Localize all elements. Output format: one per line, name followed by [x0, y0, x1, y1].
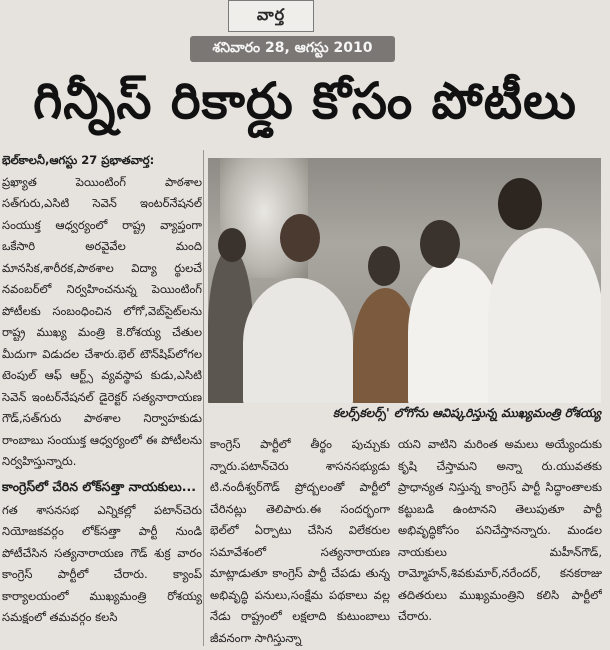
article-middle-column: [210, 434, 390, 646]
masthead-name: వార్త: [256, 4, 286, 24]
lead-dateline-text: భెల్‌కాలనీ,ఆగస్టు 27 ప్రభాతవార్త:: [2, 153, 155, 167]
column-divider: [203, 150, 204, 646]
paragraph-congress: గత శాసనసభ ఎన్నికల్లో పటాన్‌చెరు నియోజకవర్గం లోక్‌సత్తా పార్టీ నుండి పోటీచేసిన సత్యనారాయణ గౌడ్ శుక్ర వారం కాంగ్రెస్ పార్టీలో చేరారు. క్యాంప్ కార్యాలయంలో ముఖ్యమంత్రి రోశయ్య సమక్షంలో తమవర్గం కలసి: [2, 502, 202, 624]
person-head: [218, 228, 246, 262]
masthead-logo: [228, 0, 314, 32]
date-banner: శనివారం 28, ఆగస్టు 2010: [190, 36, 395, 62]
paragraph-intro: ప్రఖ్యాత పెయింటింగ్ పాఠశాల సత్‌గురు,ఎసిటి సెవెన్ ఇంటర్‌నేషనల్ సంయుక్త ఆధ్వర్యంలో రాష్ట్ర వ్యాప్తంగా ఒకేసారి అరవైవేల మంది మానసిక,శారీరక,పాఠశాల విద్యా ర్థులచే నవంబర్‌లో నిర్వహించనున్న పెయింటింగ్ పోటీలకు సంబంధించిన లోగో,వెబ్‌సైట్‌లను రాష్ట్ర ముఖ్య మంత్రి కె.రోశయ్య చేతుల మీదుగా విడుదల చేశారు.భెల్ టౌన్‌షిప్‌లోగల టెంపుల్ ఆఫ్ ఆర్ట్స్ వ్యవస్థాప కుడు,ఎసిటి సెవెన్ ఇంటర్‌నేషనల్ డైరెక్టర్ సత్యనారాయణ గౌడ్,సత్‌గురు పాఠశాల నిర్వాహకుడు రాంబాబు సంయుక్త ఆధ్వర్యంలో ఈ పోటీలను నిర్వహిస్తున్నారు.: [2, 174, 202, 468]
paragraph-right: యని వాటిని మరింత అమలు అయ్యేందుకు కృషి చేస్తామని అన్నా రు.యువతకు ప్రాధాన్యత నిస్తున్న కాంగ్రెస్ పార్టీ సిద్ధాంతాలకు కట్టుబడి ఉంటానని తెలుపుతూ పార్టీ అభివృద్ధికోసం పనిచేస్తానన్నారు. మండల నాయకులు మహీన్‌గౌడ్, రామ్మోహన్,శివకుమార్,నరేందర్, కనకరాజు తదితరులు ముఖ్యమంత్రిని కలిసి పార్టీలో చేరారు.: [398, 437, 602, 623]
headline: గిన్నీస్ రికార్డు కోసం పోటీలు: [33, 71, 577, 130]
person-head: [420, 220, 460, 268]
person-silhouette: [488, 228, 601, 403]
person-head: [498, 178, 542, 230]
article-right-column: [398, 434, 602, 646]
article-left-column: [2, 150, 202, 646]
lead-dateline: [2, 150, 202, 172]
news-photo: [208, 158, 601, 403]
photo-caption: కలర్స్‌కలర్స్' లోగోను ఆవిష్కరిస్తున్న ముఖ్యమంత్రి రోశయ్య: [332, 406, 601, 420]
person-silhouette: [243, 278, 353, 403]
paragraph-middle: కాంగ్రెస్ పార్టీలో తీర్థం పుచ్చుకు న్నారు.పటాన్‌చెరు శాసనసభ్యుడు టి.నందీశ్వర్‌గౌడ్ ప్రోద్బలంతో పార్టీలో చేరినట్లు తెలిపారు.ఈ సందర్భంగా భెల్‌లో ఏర్పాటు చేసిన విలేకరుల సమావేశంలో సత్యనారాయణ మాట్లాడుతూ కాంగ్రెస్ పార్టీ చేపడు తున్న అభివృద్ధి పనులు,సంక్షేమ పథకాలు వల్ల నేడు రాష్ట్రంలో లక్షలాది కుటుంబాలు జీవనంగా సాగిస్తున్నా: [210, 437, 390, 645]
person-head: [368, 246, 400, 286]
subheading: కాంగ్రెస్‌లో చేరిన లోక్‌సత్తా నాయకులు...: [2, 478, 196, 494]
person-head: [280, 214, 320, 262]
